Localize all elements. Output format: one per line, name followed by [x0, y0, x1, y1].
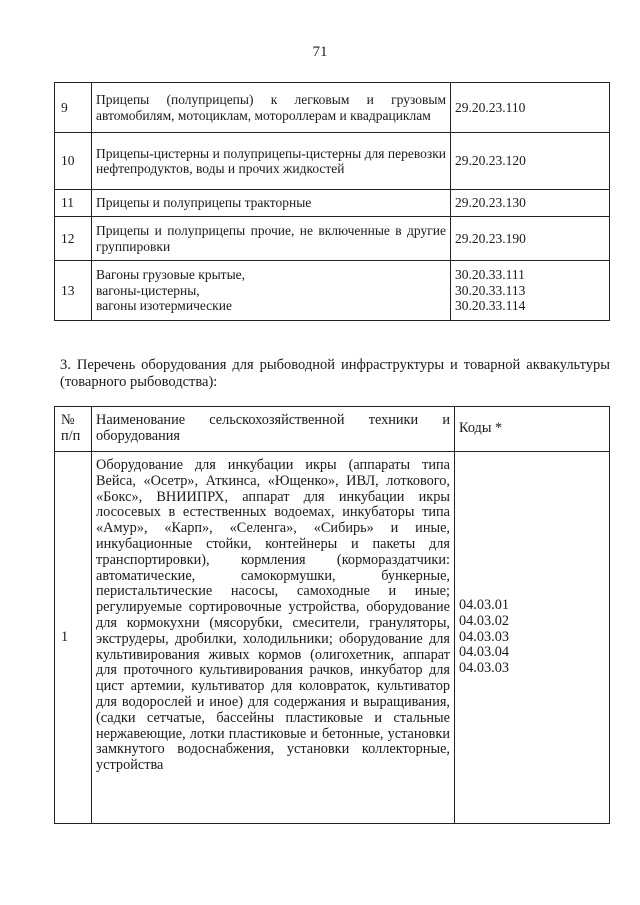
row-name: Прицепы и полуприцепы тракторные: [92, 190, 451, 217]
row-code: 29.20.23.190: [451, 217, 610, 261]
section-heading: 3. Перечень оборудования для рыбоводной инфраструктуры и товарной аквакультуры (товарного рыбоводства):: [60, 357, 610, 390]
table-row: [55, 217, 610, 261]
row-code: 04.03.02: [459, 612, 510, 629]
equipment-table-continued: [54, 82, 610, 321]
table-row: [55, 261, 610, 321]
header-codes: Коды *: [455, 407, 610, 452]
row-code: 04.03.01: [459, 597, 510, 613]
row-code: 29.20.23.120: [451, 133, 610, 190]
row-codes: [451, 261, 610, 321]
row-name-line: вагоны изотермические: [96, 298, 232, 314]
row-code: 29.20.23.110: [451, 83, 610, 133]
row-name-line: вагоны-цистерны,: [96, 282, 200, 298]
row-name: Прицепы и полуприцепы прочие, не включенные в другие группировки: [92, 217, 451, 261]
row-name: Прицепы (полуприцепы) к легковым и грузовым автомобилям, мотоциклам, мотороллерам и квадрациклам: [92, 83, 451, 133]
row-name: Оборудование для инкубации икры (аппараты типа Вейса, «Осетр», Аткинса, «Ющенко», ИВЛ, лоткового, «Бокс», ВНИИПРХ, аппарат для инкубации икры лососевых в естественных водоемах, инкубаторы типа «Амур», «Карп», «Селенга», «Сибирь» и иные, инкубационные стойки, контейнеры и пакеты для транспортировки), кормления (кормораздатчики: автоматические, самокормушки, бункерные, перистальтические насосы, самоходные и иные; регулируемые сортировочные устройства, оборудование для кормокухни (мясорубки, смесители, грануляторы, экструдеры, дробилки, холодильники; оборудование для культивирования живых кормов (олигохетник, аппарат для проточного культивирования рачков, инкубатор для цист артемии, культиватор для коловраток, культиватор для водорослей и иное) для содержания и выращивания, (садки сетчатые, бассейны пластиковые и стальные нержавеющие, лотки пластиковые и бетонные, установки замкнутого водоснабжения, установки коллекторные, устройства: [92, 452, 455, 824]
header-number: № п/п: [55, 407, 92, 452]
row-code: 04.03.04: [459, 644, 510, 661]
row-number: 10: [55, 133, 92, 190]
row-code: 30.20.33.114: [455, 298, 526, 314]
row-number: 12: [55, 217, 92, 261]
row-number: 13: [55, 261, 92, 321]
row-code: 30.20.33.111: [455, 267, 525, 283]
table-row: [55, 190, 610, 217]
table-row: [55, 133, 610, 190]
row-number: 1: [55, 452, 92, 824]
row-name: [92, 261, 451, 321]
row-number: 9: [55, 83, 92, 133]
table-row: [55, 452, 610, 824]
row-code: 04.03.03: [459, 628, 510, 645]
row-code: 04.03.03: [459, 660, 510, 677]
row-name: Прицепы-цистерны и полуприцепы-цистерны для перевозки нефтепродуктов, воды и прочих жидкостей: [92, 133, 451, 190]
aquaculture-equipment-table: [54, 406, 610, 824]
table-row: [55, 83, 610, 133]
row-code: 29.20.23.130: [451, 190, 610, 217]
row-name-line: Вагоны грузовые крытые,: [96, 267, 246, 283]
page-number: 71: [312, 44, 328, 60]
row-code: 30.20.33.113: [455, 282, 526, 298]
row-codes: [455, 452, 610, 824]
table-header-row: [55, 407, 610, 452]
header-name: Наименование сельскохозяйственной техники и оборудования: [92, 407, 455, 452]
row-number: 11: [55, 190, 92, 217]
